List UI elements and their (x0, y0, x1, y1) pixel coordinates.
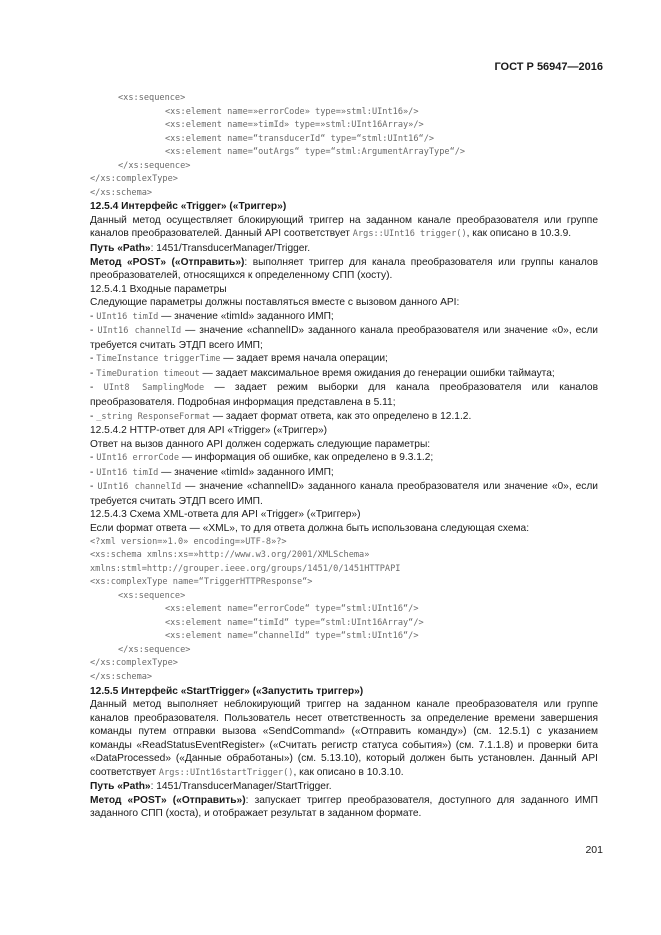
subsection-heading-http-response: 12.5.4.2 HTTP-ответ для API «Trigger» («Триггер») (90, 425, 328, 437)
param-code: UInt16 errorCode (96, 453, 180, 464)
post-label: Метод «POST» («Отправить») (90, 794, 246, 806)
code-line: </xs:schema> (90, 187, 153, 198)
param-code: UInt16 timId (96, 467, 159, 478)
document-id: ГОСТ Р 56947—2016 (494, 61, 603, 73)
response-params-list (90, 451, 598, 508)
starttrigger-desc-tail: , как описано в 10.3.10. (293, 766, 404, 778)
list-item: - UInt16 timId — значение «timId» заданного ИМП; (90, 466, 334, 478)
list-item: - UInt16 timId — значение «timId» заданного ИМП; (90, 310, 334, 322)
response-params-intro: Ответ на вызов данного API должен содержать следующие параметры: (90, 438, 431, 450)
code-line: <?xml version=»1.0» encoding=»UTF-8»?> (90, 536, 287, 547)
input-params-list (90, 310, 598, 424)
starttrigger-desc-text: Данный метод выполняет неблокирующий триггер на заданном канале преобразователя или группе каналов преобразователя. Пользователь несет ответственность за определение времени завершения команды путем отправки вызова «SendCommand» («Отправить команду») (см. 12.5.1) с указанием команды «ReadStatusEventRegister» («Считать регистр статуса события») (см. 7.1.1.8) и проверки бита «DataProcessed» («Данные обработаны») (см. 5.13.10), который должен быть установлен. Данный API соответствует (90, 699, 598, 778)
param-description: — задает время начала операции; (220, 353, 388, 365)
page-number: 201 (585, 844, 603, 856)
paragraph-starttrigger-desc (90, 698, 598, 780)
param-code: TimeDuration timeout (96, 368, 200, 379)
post-value: : выполняет триггер для канала преобразователя или группы каналов преобразователей, относящихся к определенному СПП (хосту). (90, 256, 598, 282)
code-line: <xs:complexType name=“TriggerHTTPResponse“> (90, 577, 313, 588)
list-item: - TimeDuration timeout — задает максимальное время ожидания до генерации ошибки таймаута; (90, 367, 555, 379)
paragraph-trigger-post (90, 256, 598, 283)
param-code: _string ResponseFormat (96, 411, 211, 422)
param-description: — задает максимальное время ожидания до генерации ошибки таймаута; (199, 367, 555, 379)
list-item: - _string ResponseFormat — задает формат ответа, как это определено в 12.1.2. (90, 410, 472, 422)
code-line: <xs:element name=“timId“ type=“stml:UInt16Array“/> (165, 617, 424, 628)
list-item: - TimeInstance triggerTime — задает время начала операции; (90, 353, 388, 365)
path-value: : 1451/TransducerManager/StartTrigger. (150, 781, 332, 793)
code-line: <xs:element name=“errorCode“ type=“stml:UInt16“/> (165, 604, 419, 615)
list-item: - UInt8 SamplingMode — задает режим выборки для канала преобразователя или каналов преобразователя. Подробная информация представлена в 5.11; (90, 382, 599, 409)
param-description: — значение «timId» заданного ИМП; (158, 466, 334, 478)
code-line: xmlns:stml=http://grouper.ieee.org/groups/1451/0/1451HTTPAPI (90, 563, 401, 574)
starttrigger-desc-code: Args::UInt16startTrigger() (158, 767, 294, 778)
code-line: <xs:element name=“outArgs“ type=“stml:ArgumentArrayType“/> (165, 147, 466, 158)
code-line: </xs:complexType> (90, 174, 178, 185)
path-value: : 1451/TransducerManager/Trigger. (150, 243, 311, 255)
code-line: <xs:element name=»errorCode» type=»stml:UInt16»/> (165, 106, 419, 117)
list-item: - UInt16 channelId — значение «channelID» заданного канала преобразователя или значение «0», если требуется считать ЭТДП всего ИМП; (90, 325, 598, 351)
paragraph-starttrigger-path (90, 780, 598, 794)
path-label: Путь «Path» (90, 781, 151, 793)
post-label: Метод «POST» («Отправить») (90, 256, 245, 268)
code-line: <xs:schema xmlns:xs=»http://www.w3.org/2001/XMLSchema» (90, 550, 370, 561)
code-line: </xs:sequence> (118, 644, 191, 655)
code-line: </xs:schema> (90, 671, 153, 682)
paragraph-starttrigger-post (90, 794, 598, 821)
trigger-desc-tail: , как описано в 10.3.9. (466, 228, 572, 240)
trigger-desc-text: Данный метод осуществляет блокирующий триггер на заданном канале преобразователя или группе каналов преобразователей. Данный API соответствует (90, 214, 598, 240)
code-line: <xs:element name=“transducerId“ type=“stml:UInt16“/> (165, 133, 435, 144)
xml-schema-intro: Если формат ответа — «XML», то для ответа должна быть использована следующая схема: (90, 522, 530, 534)
param-description: — задает режим выборки для канала преобразователя или каналов преобразователя. Подробная информация представлена в 5.11; (90, 382, 599, 409)
paragraph-trigger-path (90, 242, 598, 256)
list-item: - UInt16 errorCode — информация об ошибке, как определено в 9.3.1.2; (90, 452, 434, 464)
code-line: <xs:element name=»timId» type=»stml:UInt16Array»/> (165, 120, 424, 131)
trigger-desc-code: Args::UInt16 trigger() (352, 229, 467, 240)
code-block-schema-tail (90, 92, 598, 200)
code-line: <xs:sequence> (118, 93, 186, 103)
subsection-heading-input-params: 12.5.4.1 Входные параметры (90, 283, 227, 295)
param-code: UInt16 channelId (97, 482, 182, 493)
section-heading-12-5-5: 12.5.5 Интерфейс «StartTrigger» («Запустить триггер») (90, 685, 364, 697)
param-description: — задает формат ответа, как это определено в 12.1.2. (210, 410, 472, 422)
param-description: — значение «channelID» заданного канала преобразователя или значение «0», если требуется считать ЭТДП всего ИМП. (90, 481, 598, 507)
param-code: UInt16 channelId (97, 326, 182, 337)
code-line: </xs:sequence> (118, 160, 191, 171)
code-line: <xs:element name=“channelId“ type=“stml:UInt16“/> (165, 631, 419, 642)
input-params-intro: Следующие параметры должны поставляться вместе с вызовом данного API: (90, 297, 460, 309)
path-label: Путь «Path» (90, 243, 151, 255)
param-code: UInt8 SamplingMode (103, 383, 205, 394)
param-description: — значение «timId» заданного ИМП; (158, 310, 334, 322)
param-description: — информация об ошибке, как определено в 9.3.1.2; (179, 452, 434, 464)
list-item: - UInt16 channelId — значение «channelID» заданного канала преобразователя или значение «0», если требуется считать ЭТДП всего ИМП. (90, 481, 598, 507)
page-content (90, 92, 598, 821)
paragraph-trigger-desc (90, 214, 598, 242)
param-code: TimeInstance triggerTime (96, 354, 221, 365)
code-line: </xs:complexType> (90, 658, 178, 669)
code-line: <xs:sequence> (118, 590, 186, 601)
param-description: — значение «channelID» заданного канала преобразователя или значение «0», если требуется считать ЭТДП всего ИМП; (90, 325, 598, 351)
section-heading-12-5-4: 12.5.4 Интерфейс «Trigger» («Триггер») (90, 201, 287, 213)
post-value: : запускает триггер преобразователя, доступного для заданного ИМП заданного СПП (хоста), и отображает результат в заданном формате. (90, 794, 598, 820)
subsection-heading-xml-schema: 12.5.4.3 Схема XML-ответа для API «Trigger» («Триггер») (90, 509, 361, 521)
code-block-trigger-schema (90, 536, 598, 685)
param-code: UInt16 timId (96, 311, 159, 322)
